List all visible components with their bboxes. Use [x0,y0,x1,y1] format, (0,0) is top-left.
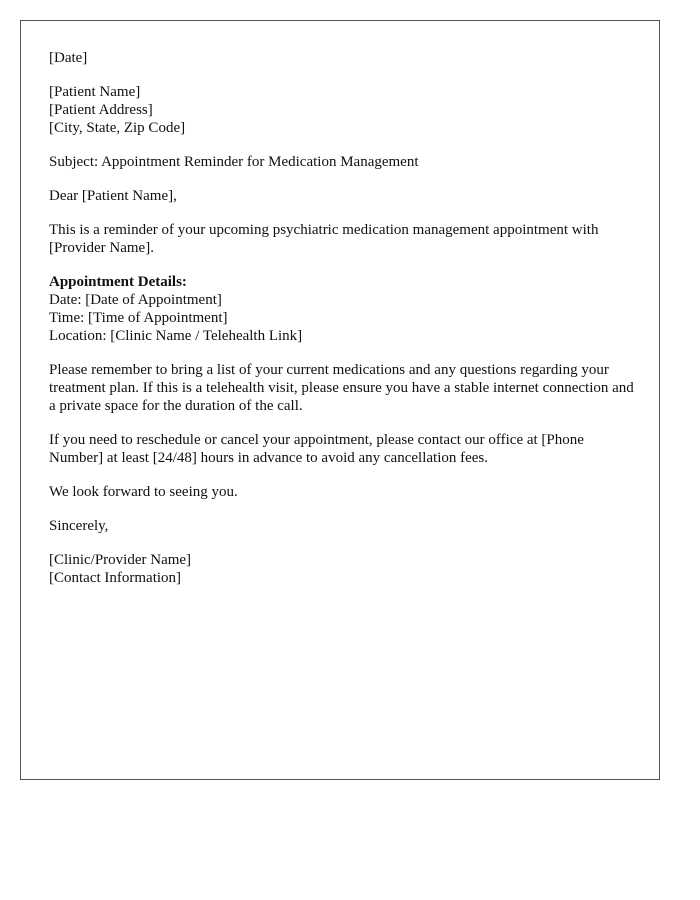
closing-block [49,483,634,501]
subject-line: Subject: Appointment Reminder for Medication Management [49,154,419,170]
details-time: Time: [Time of Appointment] [49,310,228,326]
reminder-paragraph: Please remember to bring a list of your current medications and any questions regarding your treatment plan. If this is a telehealth visit, please ensure you have a stable internet connection and a private space for the duration of the call. [49,362,634,414]
letter-page [20,20,660,780]
reschedule-paragraph: If you need to reschedule or cancel your appointment, please contact our office at [Phone Number] at least [24/48] hours in advance to avoid any cancellation fees. [49,432,584,466]
signature-block [49,551,634,587]
signature-contact: [Contact Information] [49,570,182,586]
appointment-details-block [49,273,634,345]
signoff: Sincerely, [49,518,109,534]
recipient-address: [Patient Address] [49,102,153,118]
closing-line: We look forward to seeing you. [49,484,238,500]
date-block [49,49,634,67]
details-location: Location: [Clinic Name / Telehealth Link] [49,328,303,344]
recipient-name: [Patient Name] [49,84,141,100]
signoff-block [49,517,634,535]
salutation: Dear [Patient Name], [49,188,177,204]
letter-date: [Date] [49,50,88,66]
details-date: Date: [Date of Appointment] [49,292,222,308]
subject-block [49,153,634,171]
intro-paragraph: This is a reminder of your upcoming psychiatric medication management appointment with [Provider Name]. [49,222,599,256]
letter-body [49,49,634,603]
recipient-city-state-zip: [City, State, Zip Code] [49,120,186,136]
salutation-block [49,187,634,205]
details-heading: Appointment Details: [49,274,187,290]
signature-provider: [Clinic/Provider Name] [49,552,192,568]
recipient-address-block [49,83,634,137]
